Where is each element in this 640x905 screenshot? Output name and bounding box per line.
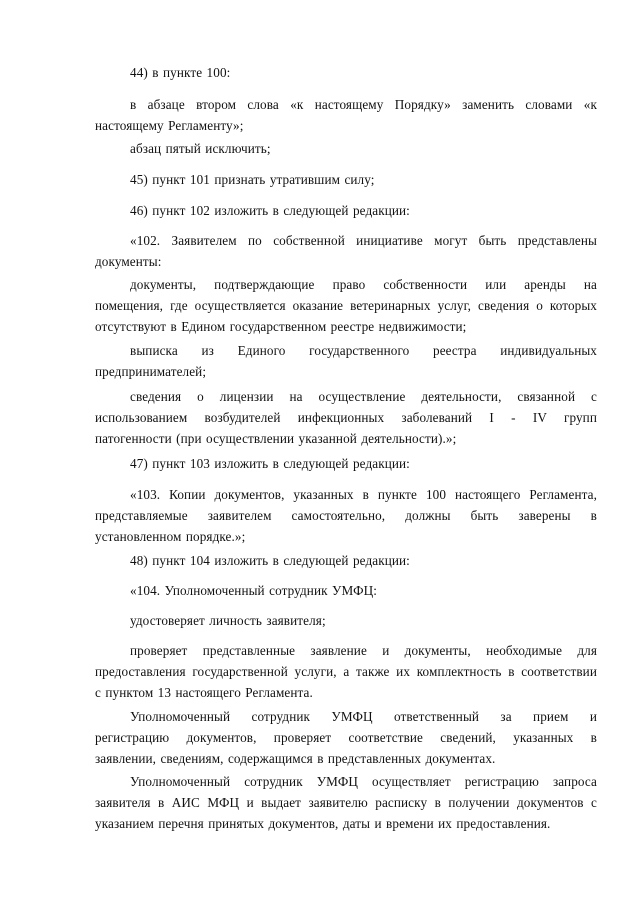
- paragraph-line: заявлении, сведениям, содержащимся в представленных документах.: [95, 751, 496, 766]
- paragraph-line: 47) пункт 103 изложить в следующей редакции:: [130, 456, 410, 471]
- paragraph-102-documents: [95, 274, 597, 337]
- paragraph-line: абзац пятый исключить;: [130, 141, 271, 156]
- paragraph-line: выписка из Единого государственного реестра индивидуальных: [130, 343, 597, 358]
- paragraph-102-license: [95, 386, 597, 449]
- paragraph-line: 44) в пункте 100:: [130, 65, 231, 80]
- paragraph-line: настоящему Регламенту»;: [95, 118, 244, 133]
- paragraph-line: проверяет представленные заявление и документы, необходимые для: [130, 643, 597, 658]
- paragraph-line: документы:: [95, 254, 162, 269]
- paragraph-104-check: [95, 640, 597, 703]
- paragraph-44: [95, 62, 597, 83]
- paragraph-102: [95, 230, 597, 272]
- paragraph-45: [95, 169, 597, 190]
- paragraph-104-identity: [95, 610, 597, 631]
- paragraph-46: [95, 200, 597, 221]
- paragraph-104: [95, 580, 597, 601]
- paragraph-line: Уполномоченный сотрудник УМФЦ ответственный за прием и: [130, 709, 597, 724]
- paragraph-line: представляемые заявителем самостоятельно, должны быть заверены в: [95, 508, 597, 523]
- paragraph-47: [95, 453, 597, 474]
- paragraph-line: использованием возбудителей инфекционных заболеваний I - IV групп: [95, 410, 597, 425]
- paragraph-line: установленном порядке.»;: [95, 529, 246, 544]
- paragraph-103: [95, 484, 597, 547]
- paragraph-102-vypiska: [95, 340, 597, 382]
- paragraph-line: отсутствуют в Едином государственном реестре недвижимости;: [95, 319, 467, 334]
- paragraph-line: «103. Копии документов, указанных в пункте 100 настоящего Регламента,: [130, 487, 597, 502]
- paragraph-104-registration: [95, 771, 597, 834]
- paragraph-line: предоставления государственной услуги, а также их комплектность в соответствии: [95, 664, 597, 679]
- paragraph-line: в абзаце втором слова «к настоящему Порядку» заменить словами «к: [130, 97, 597, 112]
- paragraph-line: 48) пункт 104 изложить в следующей редакции:: [130, 553, 410, 568]
- paragraph-line: удостоверяет личность заявителя;: [130, 613, 326, 628]
- paragraph-44-abzac-5: [95, 138, 597, 159]
- paragraph-line: с пунктом 13 настоящего Регламента.: [95, 685, 313, 700]
- paragraph-line: регистрацию документов, проверяет соответствие сведений, указанных в: [95, 730, 597, 745]
- paragraph-line: патогенности (при осуществлении указанной деятельности).»;: [95, 431, 457, 446]
- paragraph-line: сведения о лицензии на осуществление деятельности, связанной с: [130, 389, 597, 404]
- paragraph-104-responsible: [95, 706, 597, 769]
- paragraph-line: 45) пункт 101 признать утратившим силу;: [130, 172, 375, 187]
- paragraph-line: помещения, где осуществляется оказание ветеринарных услуг, сведения о которых: [95, 298, 597, 313]
- paragraph-line: указанием перечня принятых документов, даты и времени их предоставления.: [95, 816, 551, 831]
- paragraph-48: [95, 550, 597, 571]
- paragraph-line: 46) пункт 102 изложить в следующей редакции:: [130, 203, 410, 218]
- paragraph-44-abzac-2: [95, 94, 597, 136]
- paragraph-line: «102. Заявителем по собственной инициативе могут быть представлены: [130, 233, 597, 248]
- paragraph-line: документы, подтверждающие право собственности или аренды на: [130, 277, 597, 292]
- paragraph-line: Уполномоченный сотрудник УМФЦ осуществляет регистрацию запроса: [130, 774, 597, 789]
- paragraph-line: предпринимателей;: [95, 364, 207, 379]
- paragraph-line: заявителя в АИС МФЦ и выдает заявителю расписку в получении документов с: [95, 795, 597, 810]
- paragraph-line: «104. Уполномоченный сотрудник УМФЦ:: [130, 583, 378, 598]
